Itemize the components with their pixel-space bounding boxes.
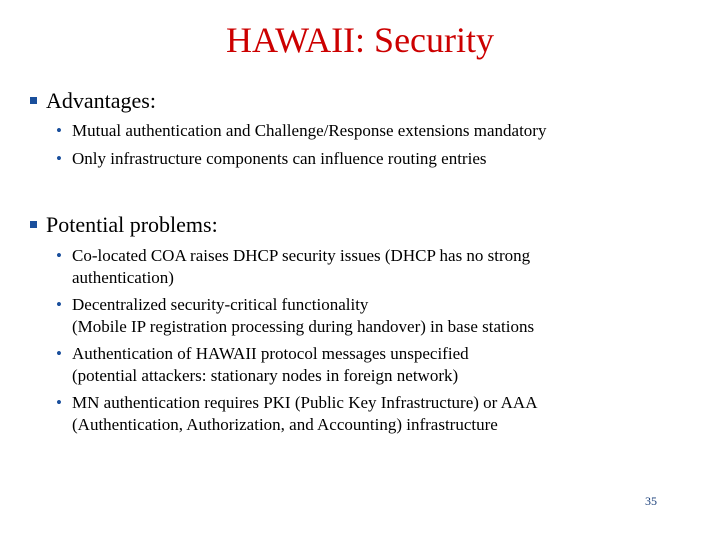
list-item <box>30 120 680 142</box>
problems-list <box>30 245 680 436</box>
advantages-section <box>30 88 680 170</box>
slide-title: HAWAII: Security <box>225 20 495 60</box>
list-item-text: MN authentication requires PKI (Public Key Infrastructure) or AAA (Authentication, Authorization, and Accounting) infrastructure <box>72 393 538 434</box>
list-item <box>30 245 680 289</box>
list-item <box>30 343 680 387</box>
problems-section <box>30 212 680 436</box>
list-item-text: Mutual authentication and Challenge/Response extensions mandatory <box>72 121 547 140</box>
list-item <box>30 392 680 436</box>
bullet-dot-icon: • <box>56 149 62 168</box>
advantages-list <box>30 120 680 170</box>
problems-heading: Potential problems: <box>46 212 218 237</box>
page-number: 35 <box>645 494 657 508</box>
advantages-heading-row <box>30 88 680 114</box>
bullet-dot-icon: • <box>56 344 62 363</box>
list-item-text: Decentralized security-critical functionality (Mobile IP registration processing during handover) in base stations <box>72 295 535 336</box>
list-item-text: Only infrastructure components can influence routing entries <box>72 149 487 168</box>
list-item-text: Authentication of HAWAII protocol messages unspecified (potential attackers: stationary nodes in foreign network) <box>72 344 469 385</box>
advantages-heading: Advantages: <box>46 88 156 113</box>
bullet-dot-icon: • <box>56 295 62 314</box>
problems-heading-row <box>30 212 680 238</box>
bullet-dot-icon: • <box>56 246 62 265</box>
bullet-dot-icon: • <box>56 393 62 412</box>
list-item <box>30 294 680 338</box>
list-item <box>30 148 680 170</box>
bullet-dot-icon: • <box>56 121 62 140</box>
list-item-text: Co-located COA raises DHCP security issues (DHCP has no strong authentication) <box>72 246 531 287</box>
square-bullet-icon <box>30 221 37 228</box>
square-bullet-icon <box>30 97 37 104</box>
